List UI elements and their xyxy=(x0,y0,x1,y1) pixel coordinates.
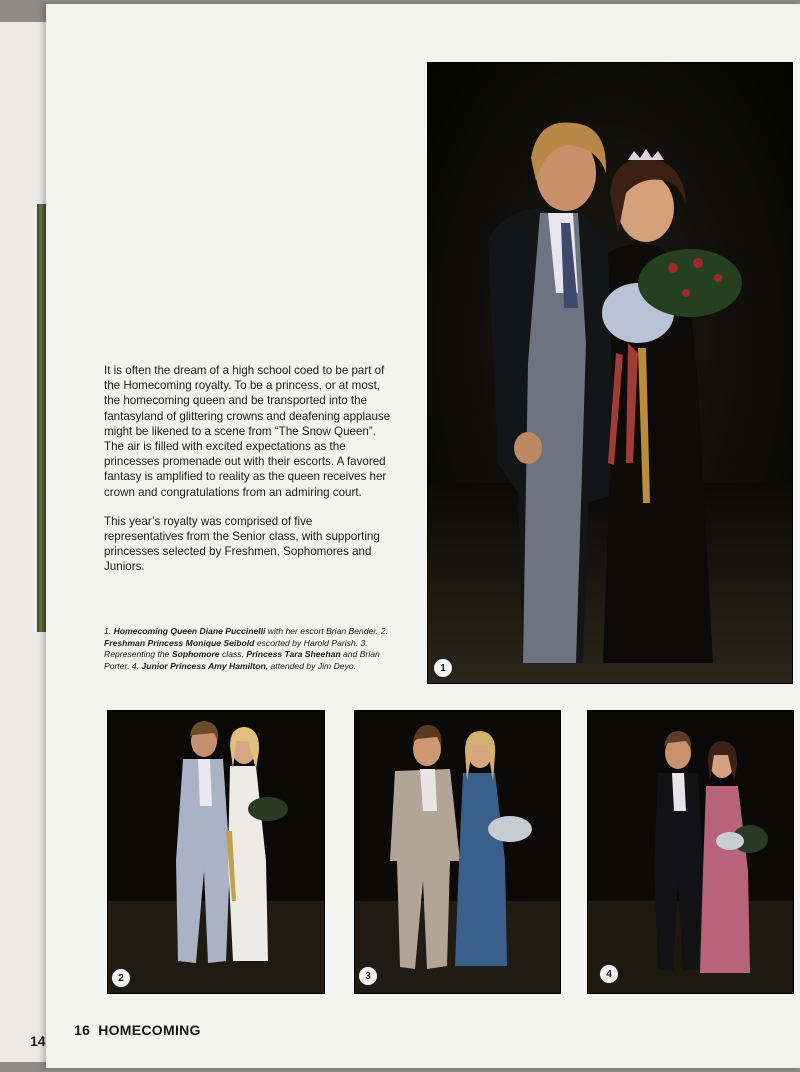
caption-queen-name: Homecoming Queen Diane Puccinelli xyxy=(113,626,266,636)
body-paragraph-1: It is often the dream of a high school coed to be part of the Homecoming royalty. To be a princess, or at most, the homecoming queen and be transported into the fantasyland of glittering crowns and deafening applause might be likened to a scene from “The Snow Queen”. The air is filled with excited expectations as the princesses promenade out with their escorts. A favored fantasy is amplified to reality as the queen receives her crown and congratulations from an admiring court. xyxy=(104,364,391,499)
previous-page-number: 14 xyxy=(30,1033,46,1049)
caption-text-4: and Brian Porter. 4. xyxy=(104,649,380,671)
caption-num-2: 2. xyxy=(380,626,388,636)
caption-text-3: class, xyxy=(219,649,247,660)
photo-4-image xyxy=(588,711,793,993)
photo-2-image xyxy=(108,711,324,993)
caption-sophomore: Sophomore xyxy=(171,649,220,660)
caption-sophomore-name: Princess Tara Sheehan xyxy=(246,649,341,660)
photo-4-junior-princess xyxy=(587,710,794,994)
photo-3-image xyxy=(355,711,560,993)
photo-2-freshman-princess xyxy=(107,710,325,994)
article-body xyxy=(104,363,394,589)
page-number: 16 xyxy=(74,1022,91,1038)
caption-freshman-name: Freshman Princess Monique Seibold xyxy=(104,637,255,648)
caption-text-2: escorted by Harold Parish. 3. Representing the xyxy=(104,637,368,660)
body-paragraph-2: This year’s royalty was comprised of five representatives from the Senior class, with supporting princesses selected by Freshmen, Sophomores and Juniors. xyxy=(104,514,380,574)
photo-1-image xyxy=(428,63,792,683)
photo-3-sophomore-princess xyxy=(354,710,561,994)
caption-num-1: 1. xyxy=(104,626,114,636)
photo-4-number-badge: 4 xyxy=(599,964,619,984)
caption-text-5: attended by Jim Deyo. xyxy=(268,660,357,671)
page-folio xyxy=(74,1022,209,1038)
photo-2-number-badge: 2 xyxy=(111,968,131,988)
photo-1-queen-and-escort xyxy=(427,62,793,684)
caption-text-1: with her escort Brian Bender. xyxy=(265,626,381,636)
photo-1-number-badge: 1 xyxy=(433,658,453,678)
photo-caption xyxy=(104,626,398,672)
section-name: HOMECOMING xyxy=(98,1022,201,1038)
caption-junior-name: Junior Princess Amy Hamilton, xyxy=(141,660,269,671)
photo-3-number-badge: 3 xyxy=(358,966,378,986)
